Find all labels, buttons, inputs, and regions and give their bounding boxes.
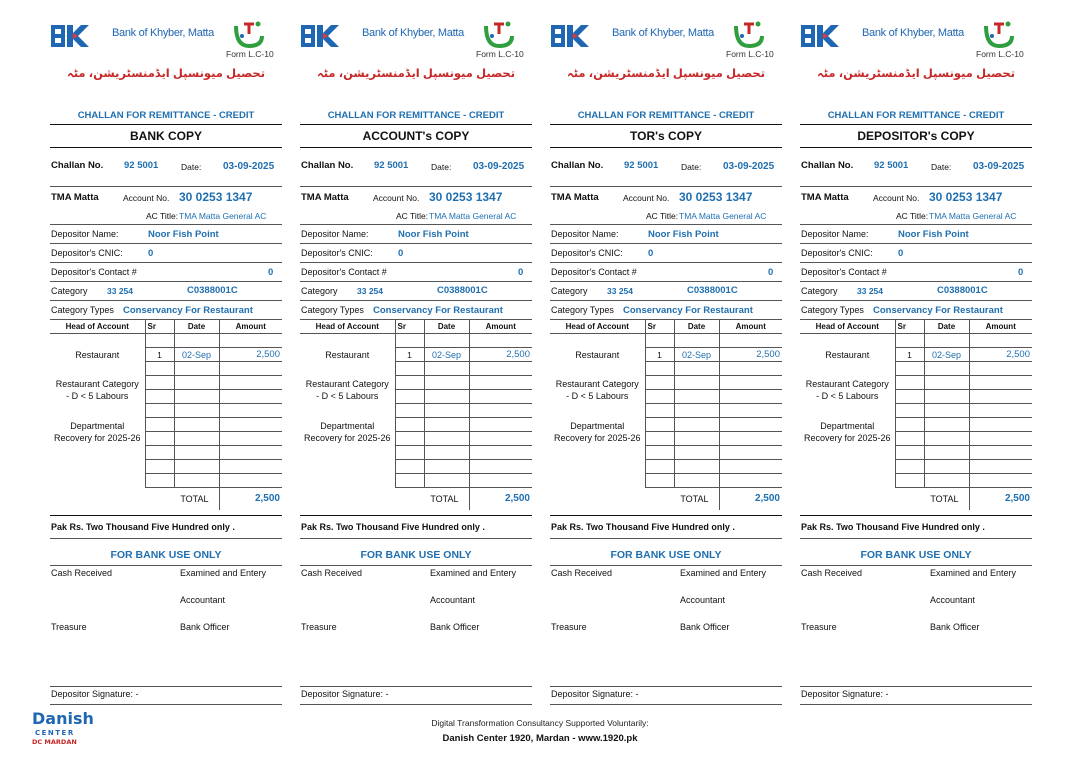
- account-no-label: Account No.: [873, 193, 920, 203]
- bank-name: Bank of Khyber, Matta: [362, 27, 464, 39]
- challan-heading: CHALLAN FOR REMITTANCE - CREDIT: [77, 110, 255, 121]
- category-types-label: Category Types: [801, 305, 864, 315]
- form-number: Form L.C-10: [476, 49, 524, 59]
- date-label: Date:: [681, 162, 702, 172]
- accountant: Accountant: [430, 595, 476, 605]
- head-restaurant-category: Restaurant Category - D < 5 Labours: [555, 378, 639, 401]
- cnic-value: 0: [148, 248, 154, 259]
- head-restaurant-category: Restaurant Category - D < 5 Labours: [55, 378, 139, 401]
- footer-note: Digital Transformation Consultancy Supported Voluntarily:: [431, 718, 649, 728]
- examined-entery: Examined and Entery: [930, 568, 1017, 578]
- total-label: TOTAL: [395, 488, 469, 510]
- challan-heading: CHALLAN FOR REMITTANCE - CREDIT: [577, 110, 755, 121]
- head-of-account-table: [800, 319, 1032, 510]
- bank-name: Bank of Khyber, Matta: [112, 27, 214, 39]
- bank-use-heading: FOR BANK USE ONLY: [110, 549, 222, 561]
- bank-officer: Bank Officer: [930, 622, 980, 632]
- examined-entery: Examined and Entery: [430, 568, 517, 578]
- th-head: Head of Account: [300, 320, 395, 334]
- cash-received: Cash Received: [801, 568, 863, 578]
- amount-in-words: Pak Rs. Two Thousand Five Hundred only .: [51, 522, 235, 532]
- depositor-signature: Depositor Signature: -: [801, 689, 889, 699]
- date-value: 03-09-2025: [223, 161, 275, 172]
- cnic-value: 0: [898, 248, 904, 259]
- category-types-label: Category Types: [551, 305, 614, 315]
- form-number: Form L.C-10: [976, 49, 1024, 59]
- date-label: Date:: [931, 162, 952, 172]
- bok-logo-icon: [551, 25, 589, 47]
- th-head: Head of Account: [800, 320, 895, 334]
- category-types-label: Category Types: [51, 305, 114, 315]
- tma-label: TMA Matta: [301, 192, 349, 203]
- total-value: 2,500: [469, 488, 532, 510]
- head-of-account-table: [550, 319, 782, 510]
- date-value: 03-09-2025: [473, 161, 525, 172]
- head-departmental: Departmental Recovery for 2025-26: [553, 420, 641, 443]
- copy-title: TOR's COPY: [550, 124, 782, 148]
- row-amount: 2,500: [969, 348, 1032, 362]
- footer-org: Danish Center 1920, Mardan - www.1920.pk: [442, 733, 638, 744]
- account-no-value: 30 0253 1347: [179, 190, 253, 204]
- date-label: Date:: [181, 162, 202, 172]
- head-of-account-table: [50, 319, 282, 510]
- challan-copy-4: [800, 16, 1032, 708]
- cnic-label: Depositor's CNIC:: [551, 248, 623, 258]
- accountant: Accountant: [930, 595, 976, 605]
- head-departmental: Departmental Recovery for 2025-26: [53, 420, 141, 443]
- depositor-signature: Depositor Signature: -: [551, 689, 639, 699]
- category-ref: C0388001C: [937, 285, 988, 296]
- contact-value: 0: [768, 267, 774, 278]
- challan-no-label: Challan No.: [801, 160, 854, 171]
- head-departmental: Departmental Recovery for 2025-26: [303, 420, 391, 443]
- tma-logo-icon: [232, 18, 266, 48]
- cash-received: Cash Received: [51, 568, 113, 578]
- amount-in-words: Pak Rs. Two Thousand Five Hundred only .: [801, 522, 985, 532]
- copy-title: ACCOUNT's COPY: [300, 124, 532, 148]
- head-restaurant-category: Restaurant Category - D < 5 Labours: [305, 378, 389, 401]
- bank-officer: Bank Officer: [180, 622, 230, 632]
- urdu-title: تحصیل میونسپل ایڈمنسٹریشن، مٹہ: [816, 68, 1016, 80]
- th-date: Date: [674, 320, 719, 334]
- contact-value: 0: [268, 267, 274, 278]
- danish-logo-mardan: DC MARDAN: [32, 738, 77, 746]
- treasure: Treasure: [301, 622, 337, 632]
- challan-copy-1: [50, 16, 282, 708]
- ac-title-value: TMA Matta General AC: [679, 211, 767, 221]
- date-value: 03-09-2025: [973, 161, 1025, 172]
- challan-no-value: 92 5001: [624, 160, 659, 171]
- cash-received: Cash Received: [301, 568, 363, 578]
- danish-logo-center: CENTER: [35, 729, 75, 737]
- challan-heading: CHALLAN FOR REMITTANCE - CREDIT: [327, 110, 505, 121]
- category-types-label: Category Types: [301, 305, 364, 315]
- depositor-signature: Depositor Signature: -: [301, 689, 389, 699]
- bank-name: Bank of Khyber, Matta: [612, 27, 714, 39]
- form-number: Form L.C-10: [226, 49, 274, 59]
- amount-in-words: Pak Rs. Two Thousand Five Hundred only .: [301, 522, 485, 532]
- depositor-name-value: Noor Fish Point: [648, 229, 719, 240]
- bank-use-heading: FOR BANK USE ONLY: [360, 549, 472, 561]
- contact-value: 0: [1018, 267, 1024, 278]
- category-types-value: Conservancy For Restaurant: [373, 305, 503, 316]
- bank-officer: Bank Officer: [430, 622, 480, 632]
- category-ref: C0388001C: [187, 285, 238, 296]
- challan-no-value: 92 5001: [124, 160, 159, 171]
- date-label: Date:: [431, 162, 452, 172]
- head-restaurant-category: Restaurant Category - D < 5 Labours: [805, 378, 889, 401]
- ac-title-label: AC Title:: [896, 211, 929, 221]
- th-amount: Amount: [719, 320, 782, 334]
- bank-name: Bank of Khyber, Matta: [862, 27, 964, 39]
- category-ref: C0388001C: [437, 285, 488, 296]
- challan-no-label: Challan No.: [551, 160, 604, 171]
- challan-heading: CHALLAN FOR REMITTANCE - CREDIT: [827, 110, 1005, 121]
- tma-label: TMA Matta: [801, 192, 849, 203]
- th-amount: Amount: [219, 320, 282, 334]
- head-of-account-table: [300, 319, 532, 510]
- category-code: 33 254: [857, 286, 883, 296]
- depositor-name-label: Depositor Name:: [801, 229, 869, 239]
- ac-title-label: AC Title:: [146, 211, 179, 221]
- tma-label: TMA Matta: [551, 192, 599, 203]
- cnic-label: Depositor's CNIC:: [51, 248, 123, 258]
- depositor-name-label: Depositor Name:: [51, 229, 119, 239]
- head-restaurant: Restaurant: [325, 349, 370, 360]
- row-amount: 2,500: [719, 348, 782, 362]
- th-date: Date: [424, 320, 469, 334]
- depositor-name-label: Depositor Name:: [301, 229, 369, 239]
- ac-title-label: AC Title:: [646, 211, 679, 221]
- ac-title-value: TMA Matta General AC: [929, 211, 1017, 221]
- cnic-value: 0: [398, 248, 404, 259]
- th-sr: Sr: [395, 320, 424, 334]
- depositor-signature: Depositor Signature: -: [51, 689, 139, 699]
- account-no-value: 30 0253 1347: [679, 190, 753, 204]
- tma-logo-icon: [482, 18, 516, 48]
- row-date: 02-Sep: [674, 348, 719, 362]
- treasure: Treasure: [551, 622, 587, 632]
- th-amount: Amount: [469, 320, 532, 334]
- cnic-value: 0: [648, 248, 654, 259]
- total-label: TOTAL: [145, 488, 219, 510]
- row-date: 02-Sep: [174, 348, 219, 362]
- category-code: 33 254: [107, 286, 133, 296]
- examined-entery: Examined and Entery: [180, 568, 267, 578]
- account-no-label: Account No.: [623, 193, 670, 203]
- row-sr: 1: [145, 348, 174, 362]
- th-sr: Sr: [145, 320, 174, 334]
- bank-officer: Bank Officer: [680, 622, 730, 632]
- cash-received: Cash Received: [551, 568, 613, 578]
- category-label: Category: [301, 286, 338, 296]
- bok-logo-icon: [51, 25, 89, 47]
- cnic-label: Depositor's CNIC:: [801, 248, 873, 258]
- head-restaurant: Restaurant: [75, 349, 120, 360]
- tma-label: TMA Matta: [51, 192, 99, 203]
- category-label: Category: [51, 286, 88, 296]
- date-value: 03-09-2025: [723, 161, 775, 172]
- depositor-name-value: Noor Fish Point: [898, 229, 969, 240]
- account-no-value: 30 0253 1347: [929, 190, 1003, 204]
- th-date: Date: [924, 320, 969, 334]
- ac-title-label: AC Title:: [396, 211, 429, 221]
- row-date: 02-Sep: [424, 348, 469, 362]
- category-ref: C0388001C: [687, 285, 738, 296]
- total-value: 2,500: [719, 488, 782, 510]
- total-value: 2,500: [219, 488, 282, 510]
- category-label: Category: [801, 286, 838, 296]
- category-types-value: Conservancy For Restaurant: [623, 305, 753, 316]
- depositor-name-label: Depositor Name:: [551, 229, 619, 239]
- th-sr: Sr: [895, 320, 924, 334]
- contact-label: Depositor's Contact #: [301, 267, 387, 277]
- ac-title-value: TMA Matta General AC: [179, 211, 267, 221]
- th-head: Head of Account: [550, 320, 645, 334]
- total-label: TOTAL: [895, 488, 969, 510]
- depositor-name-value: Noor Fish Point: [148, 229, 219, 240]
- urdu-title: تحصیل میونسپل ایڈمنسٹریشن، مٹہ: [66, 68, 266, 80]
- challan-no-value: 92 5001: [874, 160, 909, 171]
- bank-use-heading: FOR BANK USE ONLY: [610, 549, 722, 561]
- category-label: Category: [551, 286, 588, 296]
- head-departmental: Departmental Recovery for 2025-26: [803, 420, 891, 443]
- tma-logo-icon: [982, 18, 1016, 48]
- depositor-name-value: Noor Fish Point: [398, 229, 469, 240]
- amount-in-words: Pak Rs. Two Thousand Five Hundred only .: [551, 522, 735, 532]
- contact-label: Depositor's Contact #: [551, 267, 637, 277]
- bank-use-heading: FOR BANK USE ONLY: [860, 549, 972, 561]
- bok-logo-icon: [801, 25, 839, 47]
- total-label: TOTAL: [645, 488, 719, 510]
- row-date: 02-Sep: [924, 348, 969, 362]
- urdu-title: تحصیل میونسپل ایڈمنسٹریشن، مٹہ: [566, 68, 766, 80]
- head-restaurant: Restaurant: [575, 349, 620, 360]
- cnic-label: Depositor's CNIC:: [301, 248, 373, 258]
- accountant: Accountant: [180, 595, 226, 605]
- row-amount: 2,500: [219, 348, 282, 362]
- challan-no-label: Challan No.: [301, 160, 354, 171]
- contact-label: Depositor's Contact #: [51, 267, 137, 277]
- treasure: Treasure: [51, 622, 87, 632]
- head-restaurant: Restaurant: [825, 349, 870, 360]
- th-head: Head of Account: [50, 320, 145, 334]
- urdu-title: تحصیل میونسپل ایڈمنسٹریشن، مٹہ: [316, 68, 516, 80]
- treasure: Treasure: [801, 622, 837, 632]
- form-number: Form L.C-10: [726, 49, 774, 59]
- examined-entery: Examined and Entery: [680, 568, 767, 578]
- category-code: 33 254: [357, 286, 383, 296]
- account-no-value: 30 0253 1347: [429, 190, 503, 204]
- bok-logo-icon: [301, 25, 339, 47]
- category-types-value: Conservancy For Restaurant: [123, 305, 253, 316]
- category-code: 33 254: [607, 286, 633, 296]
- row-sr: 1: [395, 348, 424, 362]
- copy-title: DEPOSITOR's COPY: [800, 124, 1032, 148]
- total-value: 2,500: [969, 488, 1032, 510]
- copy-title: BANK COPY: [50, 124, 282, 148]
- danish-logo-word: Danish: [32, 709, 94, 728]
- account-no-label: Account No.: [123, 193, 170, 203]
- contact-label: Depositor's Contact #: [801, 267, 887, 277]
- row-sr: 1: [895, 348, 924, 362]
- challan-copy-3: [550, 16, 782, 708]
- th-sr: Sr: [645, 320, 674, 334]
- tma-logo-icon: [732, 18, 766, 48]
- row-amount: 2,500: [469, 348, 532, 362]
- row-sr: 1: [645, 348, 674, 362]
- accountant: Accountant: [680, 595, 726, 605]
- th-date: Date: [174, 320, 219, 334]
- contact-value: 0: [518, 267, 524, 278]
- account-no-label: Account No.: [373, 193, 420, 203]
- challan-no-value: 92 5001: [374, 160, 409, 171]
- challan-copy-2: [300, 16, 532, 708]
- challan-no-label: Challan No.: [51, 160, 104, 171]
- th-amount: Amount: [969, 320, 1032, 334]
- ac-title-value: TMA Matta General AC: [429, 211, 517, 221]
- category-types-value: Conservancy For Restaurant: [873, 305, 1003, 316]
